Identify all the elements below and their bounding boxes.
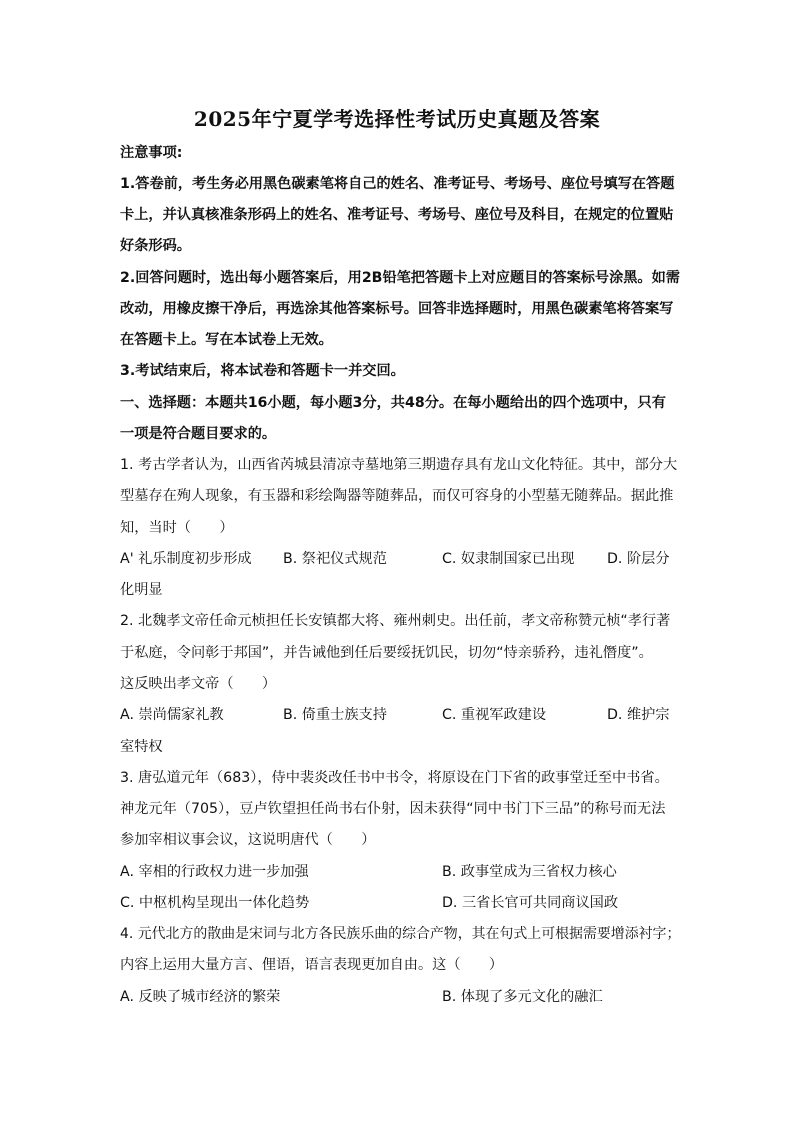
- option-b: B. 倚重士族支持: [283, 707, 387, 723]
- notice-line: 改动，用橡皮擦干净后，再选涂其他答案标号。回答非选择题时，用黑色碳素笔将答案写: [120, 301, 674, 317]
- option-b: B. 体现了多元文化的融汇: [442, 989, 603, 1005]
- option-a: A' 礼乐制度初步形成: [120, 551, 252, 567]
- notice-line: 在答题卡上。写在本试卷上无效。: [120, 332, 333, 348]
- question-stem: 于私庭，令问彰于邦国”，并告诫他到任后要绥抚饥民，切勿“恃亲骄矜，违礼僭度”。: [120, 645, 653, 661]
- question-stem: 4. 元代北方的散曲是宋词与北方各民族乐曲的综合产物，其在句式上可根据需要增添衬字；: [120, 926, 681, 942]
- option-c: C. 奴隶制国家已出现: [442, 551, 575, 567]
- notice-line: 3.考试结束后，将本试卷和答题卡一并交回。: [120, 363, 405, 379]
- option-continuation: 室特权: [120, 739, 163, 755]
- option-c: C. 中枢机构呈现出一体化趋势: [120, 895, 310, 911]
- section-heading: 一项是符合题目要求的。: [120, 426, 277, 442]
- question-stem: 3. 唐弘道元年（683），侍中裴炎改任书中书令，将原设在门下省的政事堂迁至中书省。: [120, 770, 669, 786]
- notice-line: 1.答卷前，考生务必用黑色碳素笔将自己的姓名、准考证号、考场号、座位号填写在答题: [120, 176, 675, 192]
- option-d: D. 维护宗: [607, 707, 670, 723]
- option-c: C. 重视军政建设: [442, 707, 547, 723]
- question-stem: 2. 北魏孝文帝任命元桢担任长安镇都大将、雍州刺史。出任前，孝文帝称赞元桢“孝行著: [120, 613, 671, 629]
- option-b: B. 祭祀仪式规范: [283, 551, 387, 567]
- question-stem: 参加宰相议事会议，这说明唐代（ ）: [120, 832, 376, 848]
- notice-heading: 注意事项:: [120, 145, 183, 161]
- notice-line: 卡上，并认真核准条形码上的姓名、准考证号、考场号、座位号及科目，在规定的位置贴: [120, 207, 674, 223]
- option-a: A. 宰相的行政权力进一步加强: [120, 864, 309, 880]
- option-b: B. 政事堂成为三省权力核心: [442, 864, 617, 880]
- question-stem: 神龙元年（705），豆卢钦望担任尚书右仆射，因未获得“同中书门下三品”的称号而无法: [120, 801, 666, 817]
- question-stem: 内容上运用大量方言、俚语，语言表现更加自由。这（ ）: [120, 957, 504, 973]
- question-stem: 知，当时（ ）: [120, 520, 234, 536]
- option-d: D. 三省长官可共同商议国政: [442, 895, 619, 911]
- question-stem: 1. 考古学者认为，山西省芮城县清凉寺墓地第三期遗存具有龙山文化特征。其中，部分大: [120, 457, 678, 473]
- question-stem: 这反映出孝文帝（ ）: [120, 676, 277, 692]
- notice-line: 2.回答问题时，选出每小题答案后，用2B铅笔把答题卡上对应题目的答案标号涂黑。如需: [120, 270, 680, 286]
- option-a: A. 崇尚儒家礼教: [120, 707, 224, 723]
- option-continuation: 化明显: [120, 582, 163, 598]
- page-title: 2025年宁夏学考选择性考试历史真题及答案: [193, 107, 601, 131]
- notice-line: 好条形码。: [120, 238, 191, 254]
- question-stem: 型墓存在殉人现象，有玉器和彩绘陶器等随葬品，而仅可容身的小型墓无随葬品。据此推: [120, 488, 674, 504]
- section-heading: 一、选择题：本题共16小题，每小题3分，共48分。在每小题给出的四个选项中，只有: [120, 395, 666, 411]
- option-a: A. 反映了城市经济的繁荣: [120, 989, 281, 1005]
- option-d: D. 阶层分: [607, 551, 670, 567]
